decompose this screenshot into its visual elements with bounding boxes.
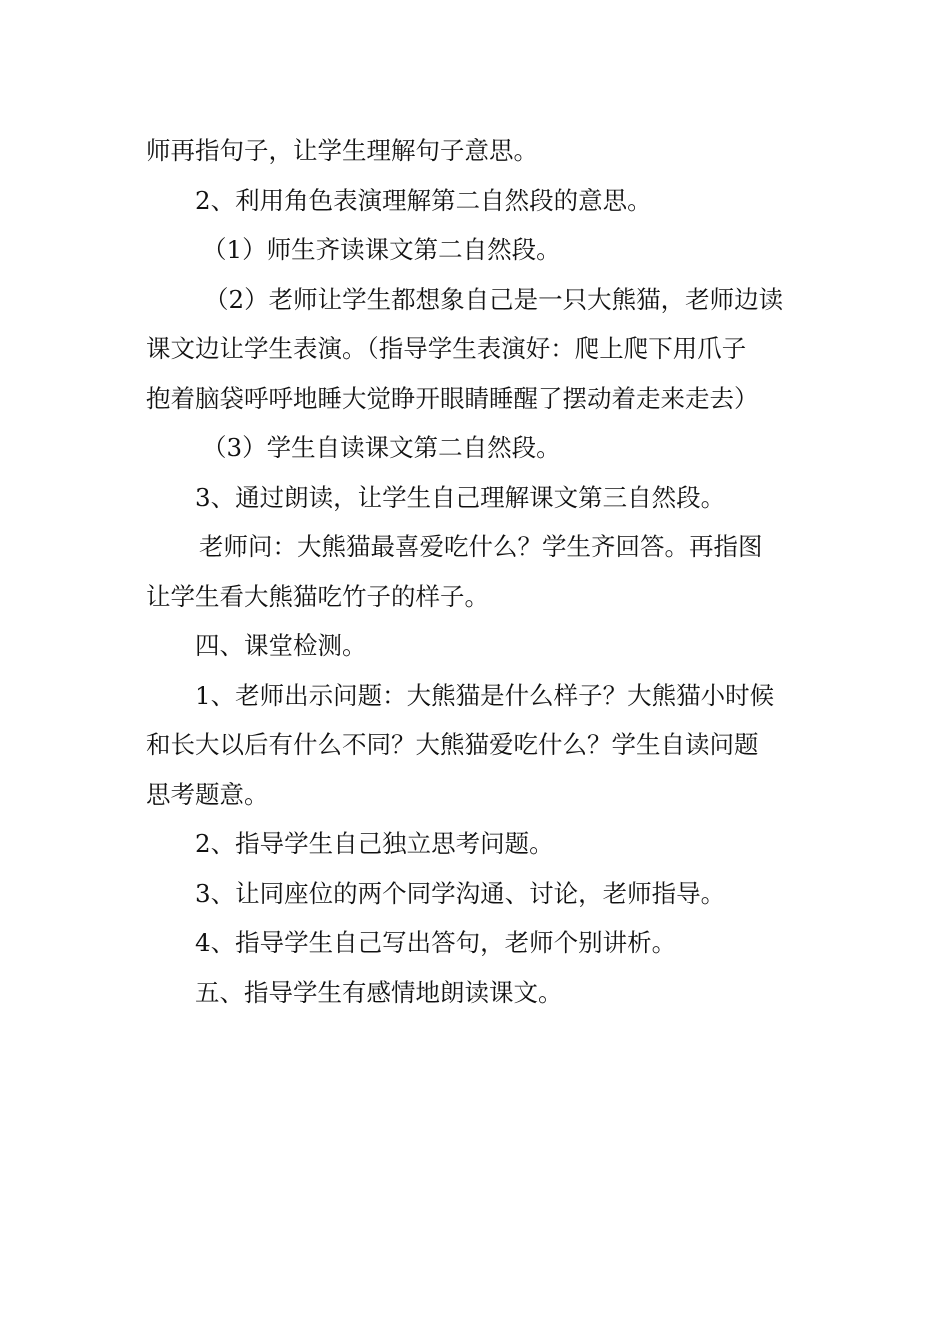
text-line: 师再指句子，让学生理解句子意思。 — [146, 136, 538, 165]
text-line: 1、老师出示问题：大熊猫是什么样子？大熊猫小时候 — [195, 680, 775, 710]
text-line: 和长大以后有什么不同？大熊猫爱吃什么？学生自读问题 — [146, 730, 759, 759]
text-line: 2、利用角色表演理解第二自然段的意思。 — [195, 185, 652, 215]
document-body — [146, 126, 811, 1017]
text-line: 2、指导学生自己独立思考问题。 — [195, 829, 554, 858]
text-line: 3、通过朗读，让学生自己理解课文第三自然段。 — [195, 482, 726, 512]
text-line: 课文边让学生表演。（指导学生表演好：爬上爬下用爪子 — [146, 334, 747, 363]
text-line: 抱着脑袋呼呼地睡大觉睁开眼睛睡醒了摆动着走来走去） — [146, 383, 759, 413]
text-line: 老师问：大熊猫最喜爱吃什么？学生齐回答。再指图 — [199, 532, 763, 561]
text-line: （3）学生自读课文第二自然段。 — [202, 433, 561, 462]
text-line: 思考题意。 — [146, 779, 269, 809]
text-line: 3、让同座位的两个同学沟通、讨论，老师指导。 — [195, 878, 726, 908]
text-line: （1）师生齐读课文第二自然段。 — [202, 235, 561, 264]
text-line: 4、指导学生自己写出答句，老师个别讲析。 — [195, 928, 677, 957]
text-line: 让学生看大熊猫吃竹子的样子。 — [146, 581, 489, 611]
text-line: 五、指导学生有感情地朗读课文。 — [195, 977, 563, 1007]
text-line: （2）老师让学生都想象自己是一只大熊猫，老师边读 — [204, 284, 784, 314]
text-line: 四、课堂检测。 — [195, 631, 367, 660]
